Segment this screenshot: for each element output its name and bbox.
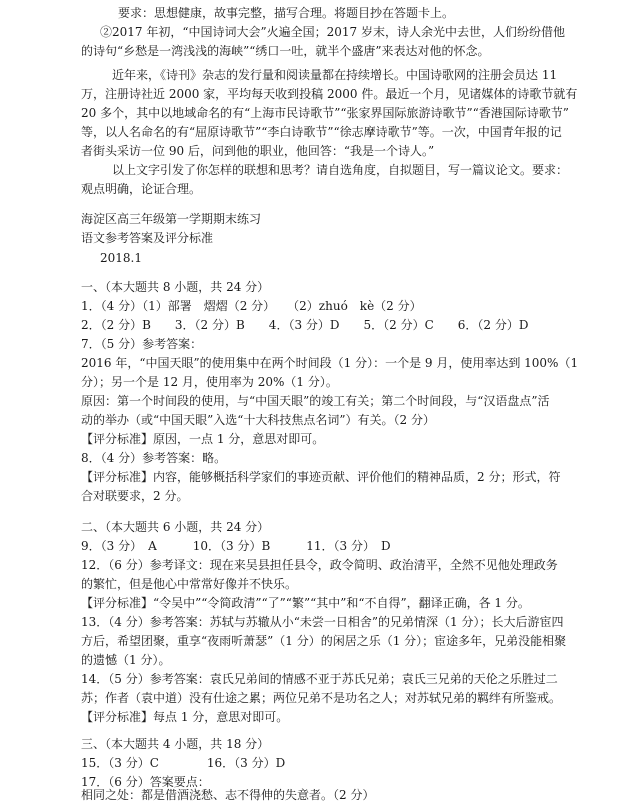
essay-requirement-line: 要求：思想健康，故事完整，描写合理。将题目抄在答题卡上。 (118, 6, 455, 20)
answer-line: 13．（4 分）参考答案：苏轼与苏辙从小“未尝一日相舍”的兄弟情深（1 分）；长大后游宦四 (81, 615, 564, 629)
essay-prompt-line: 20 多个，其中以地域命名的有“上海市民诗歌节”“张家界国际旅游诗歌节”“香港国际诗歌节” (81, 106, 569, 120)
essay-prompt-line: 以上文字引发了你怎样的联想和思考？请自选角度，自拟题目，写一篇议论文。要求： (112, 163, 569, 177)
essay-prompt-line: 近年来，《诗刊》杂志的发行量和阅读量都在持续增长。中国诗歌网的注册会员达 11 (112, 68, 558, 82)
answer-line: 方后，希望团聚，重享“夜雨听萧瑟”（1 分）的闲居之乐（1 分）；宦途多年，兄弟没能相聚 (81, 634, 567, 648)
essay-prompt-line: 观点明确，论证合理。 (81, 182, 202, 196)
answer-line: 14．（5 分）参考答案：袁氏兄弟间的情感不亚于苏氏兄弟；袁氏三兄弟的天伦之乐胜过二 (81, 672, 558, 686)
scoring-standard-line: 【评分标准】内容，能够概括科学家们的事迹贡献、评价他们的精神品质，2 分；形式，符 (81, 470, 561, 484)
answer-line: 8．（4 分）参考答案：略。 (81, 451, 227, 465)
answer-line: 15．（3 分）C 16．（3 分）D (81, 756, 286, 770)
answer-line: 17．（6 分）答案要点： (81, 775, 210, 789)
document-title: 海淀区高三年级第一学期期末练习 (81, 212, 262, 226)
document-subtitle: 语文参考答案及评分标准 (81, 231, 214, 245)
section-heading: 三、（本大题共 4 小题，共 18 分） (81, 737, 270, 751)
answer-line: 相同之处：都是借酒浇愁、志不得伸的失意者。（2 分） (81, 788, 375, 802)
essay-prompt-line: 等，以人名命名的有“屈原诗歌节”“李白诗歌节”“徐志摩诗歌节”等。一次，中国青年报的记 (81, 125, 562, 139)
section-heading: 一、（本大题共 8 小题，共 24 分） (81, 280, 270, 294)
scoring-standard-line: 【评分标准】每点 1 分，意思对即可。 (81, 710, 289, 724)
answer-line: 2．（2 分）B 3．（2 分）B 4．（3 分）D 5．（2 分）C 6．（2 分）D (81, 318, 529, 332)
essay-prompt-line: 者街头采访一位 90 后，问到他的职业，他回答：“我是一个诗人。” (81, 144, 435, 158)
answer-line: 原因：第一个时间段的使用，与“中国天眼”的竣工有关；第二个时间段，与“汉语盘点”活 (81, 394, 550, 408)
essay-prompt-line: ②2017 年初，“中国诗词大会”火遍全国；2017 岁末，诗人余光中去世，人们纷纷借他 (100, 25, 565, 39)
answer-line: 7．（5 分）参考答案： (81, 337, 203, 351)
answer-line: 分）；另一个是 12 月，使用率为 20%（1 分）。 (81, 375, 338, 389)
answer-line: 的遗憾（1 分）。 (81, 653, 171, 667)
scoring-standard-line: 【评分标准】“令吴中”“令简政清”“了”“繁”“其中”和“不自得”，翻译正确，各 1 分。 (81, 596, 530, 610)
scoring-standard-line: 【评分标准】原因，一点 1 分，意思对即可。 (81, 432, 325, 446)
scoring-standard-line: 合对联要求，2 分。 (81, 489, 189, 503)
answer-line: 9．（3 分） A 10．（3 分）B 11．（3 分） D (81, 539, 391, 553)
answer-line: 苏；作者（袁中道）没有仕途之累；两位兄弟不是功名之人；对苏轼兄弟的羁绊有所鉴戒。 (81, 691, 562, 705)
answer-line: 动的举办（或“中国天眼”入选“十大科技焦点名词”）有关。（2 分） (81, 413, 435, 427)
answer-line: 2016 年，“中国天眼”的使用集中在两个时间段（1 分）：一个是 9 月，使用率达到 100%（1 (81, 356, 579, 370)
answer-line: 1．（4 分）（1）部署 熠熠（2 分） （2）zhuó kè（2 分） (81, 299, 422, 313)
essay-prompt-line: 的诗句“乡愁是一湾浅浅的海峡”“绣口一吐，就半个盛唐”来表达对他的怀念。 (81, 44, 490, 58)
document-date: 2018.1 (100, 251, 142, 265)
essay-prompt-line: 万，注册诗社近 2000 家，平均每天收到投稿 2000 件。最近一个月，见诸媒体的诗歌节就有 (81, 87, 578, 101)
answer-line: 12．（6 分）参考译文：现在来吴县担任县令，政令简明、政治清平，全然不见他处理政务 (81, 558, 558, 572)
answer-line: 的繁忙，但是他心中常常好像并不快乐。 (81, 577, 298, 591)
section-heading: 二、（本大题共 6 小题，共 24 分） (81, 520, 270, 534)
